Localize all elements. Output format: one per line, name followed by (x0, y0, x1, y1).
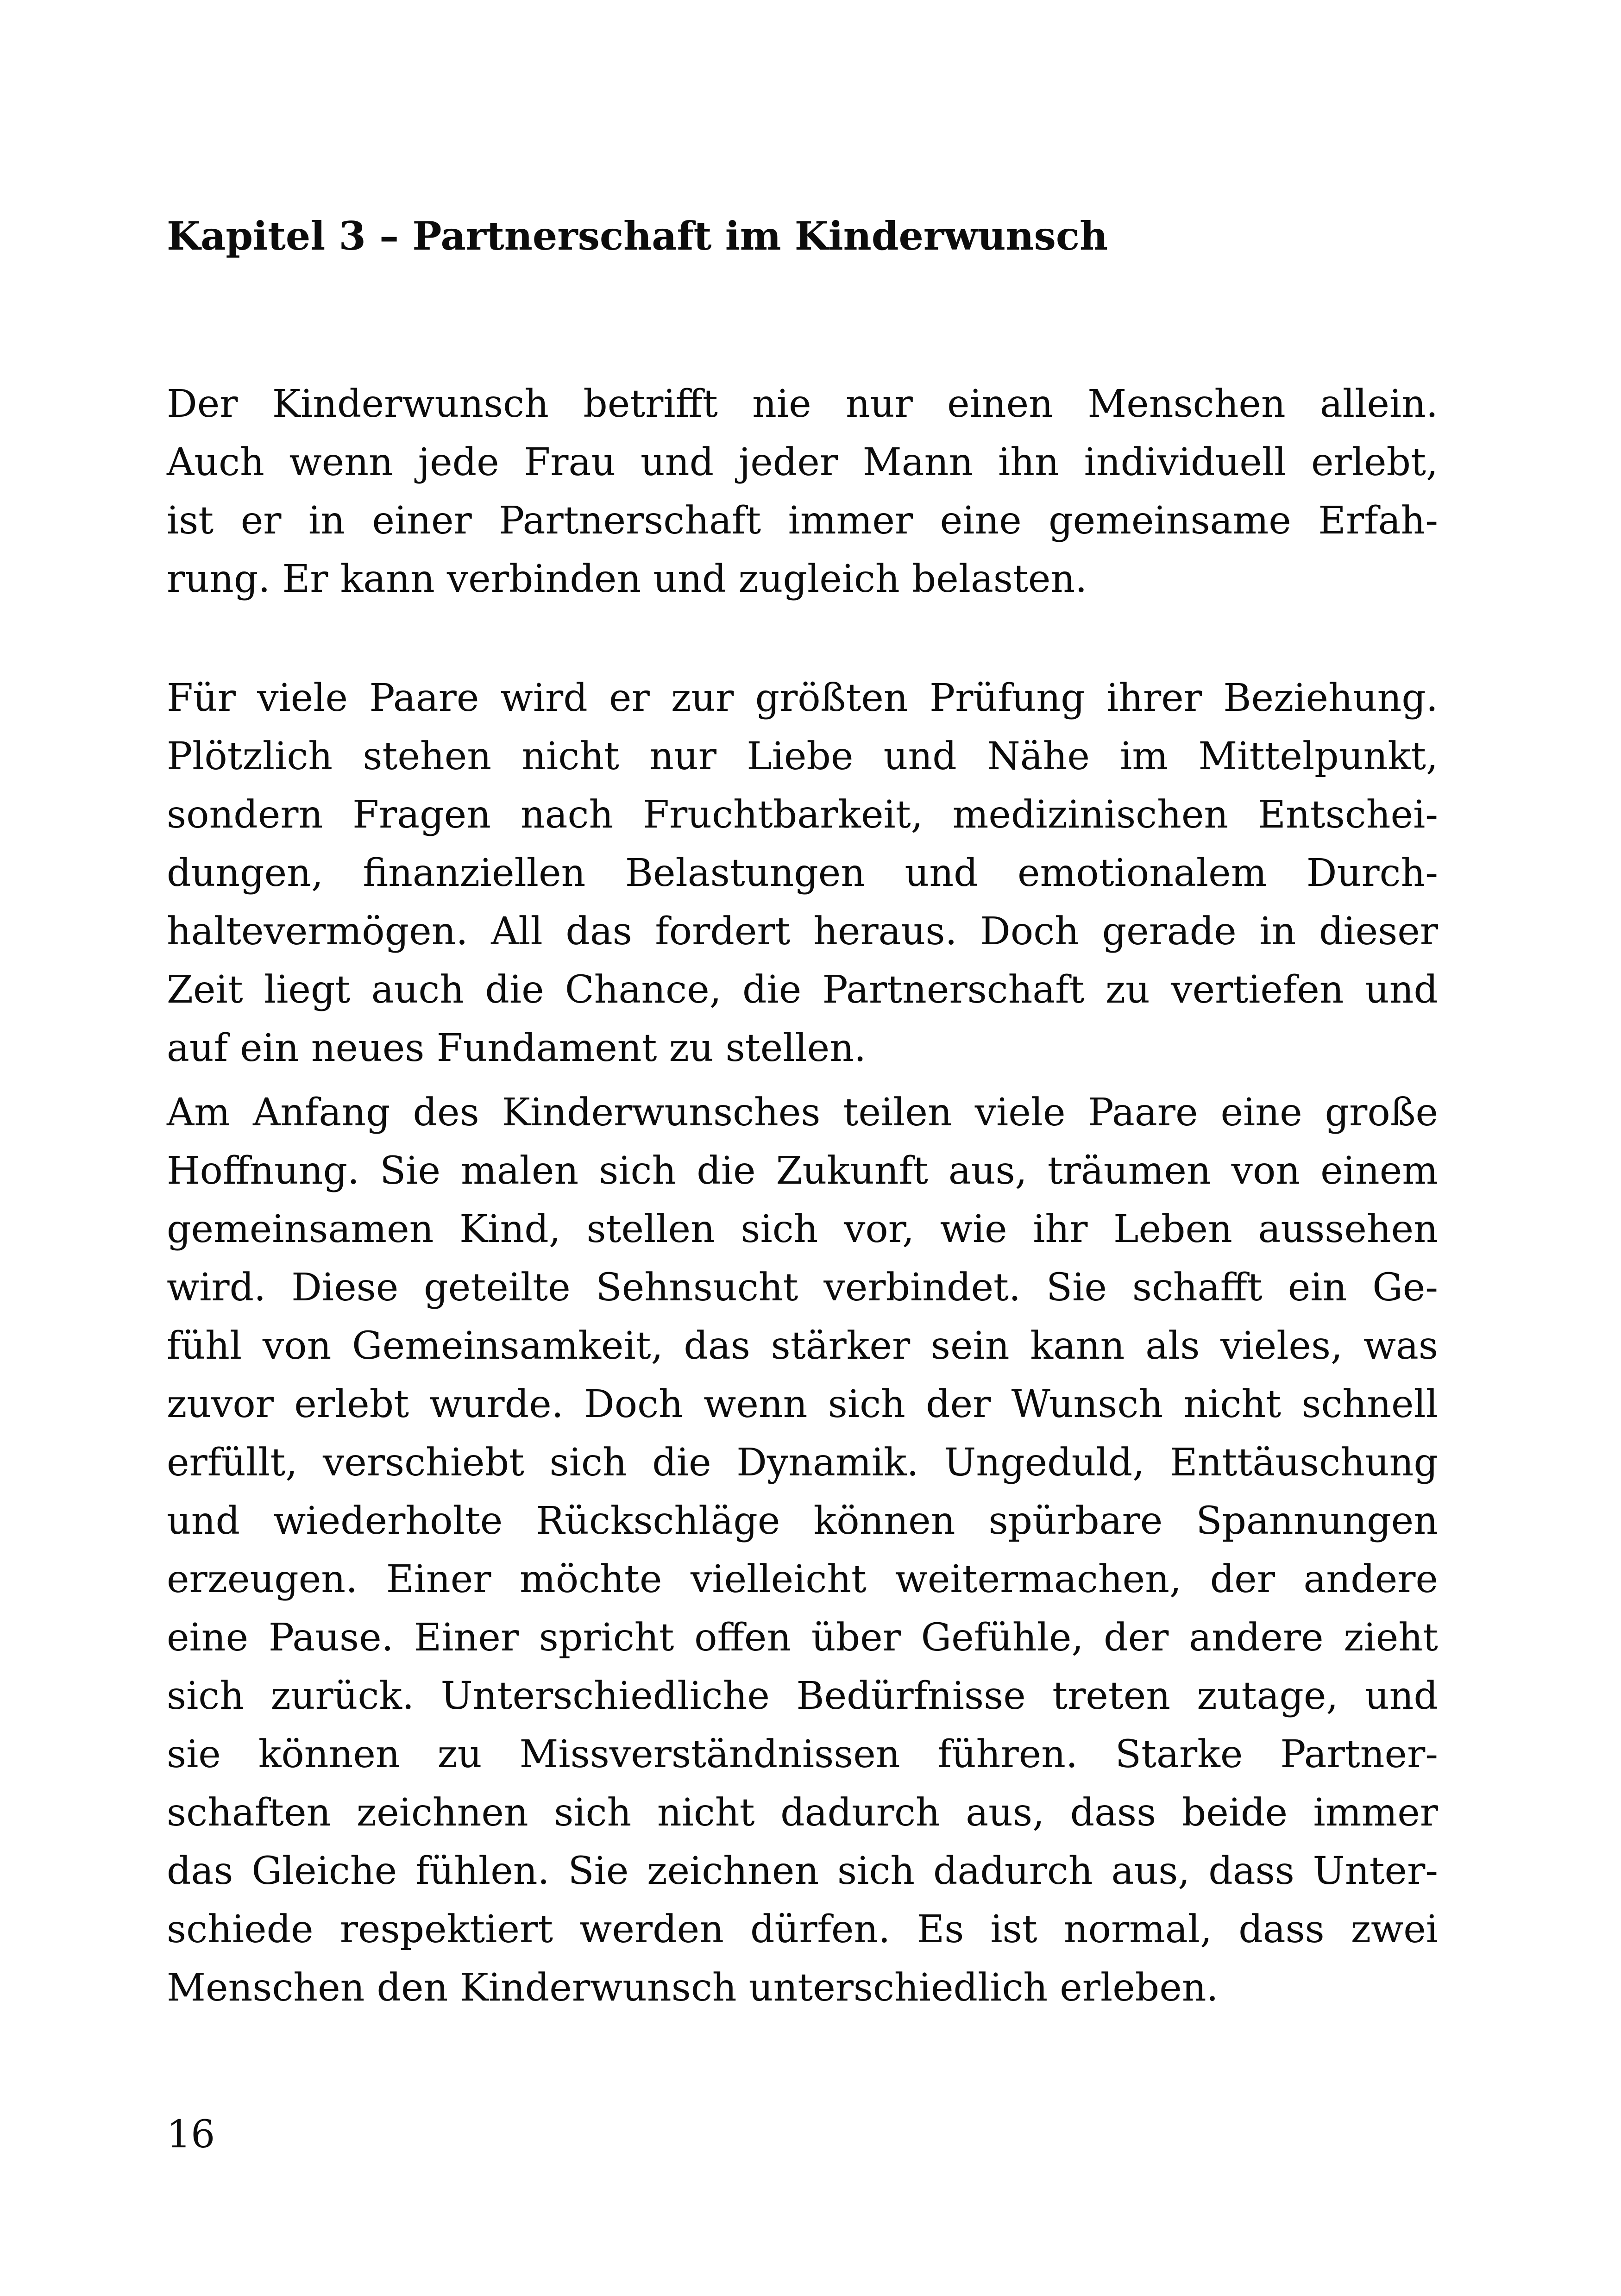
text-line: Zeit liegt auch die Chance, die Partnerschaft zu vertiefen und (167, 968, 1438, 1012)
chapter-title: Kapitel 3 – Partnerschaft im Kinderwunsch (167, 213, 1108, 259)
text-line: wird. Diese geteilte Sehnsucht verbindet. Sie schafft ein Ge- (167, 1266, 1438, 1310)
text-line: Auch wenn jede Frau und jeder Mann ihn individuell erlebt, (167, 440, 1438, 484)
paragraph-2 (167, 669, 1438, 1078)
text-line: Für viele Paare wird er zur größten Prüfung ihrer Beziehung. (167, 676, 1438, 720)
text-line: Der Kinderwunsch betrifft nie nur einen Menschen allein. (167, 382, 1438, 426)
text-line: erfüllt, verschiebt sich die Dynamik. Ungeduld, Enttäuschung (167, 1441, 1438, 1485)
text-line: schaften zeichnen sich nicht dadurch aus, dass beide immer (167, 1791, 1438, 1835)
text-line: Plötzlich stehen nicht nur Liebe und Nähe im Mittelpunkt, (167, 734, 1438, 778)
text-line: sondern Fragen nach Fruchtbarkeit, medizinischen Entschei- (167, 793, 1438, 837)
page-number: 16 (167, 2113, 215, 2157)
text-line: sich zurück. Unterschiedliche Bedürfnisse treten zutage, und (167, 1674, 1438, 1718)
text-line: fühl von Gemeinsamkeit, das stärker sein kann als vieles, was (167, 1324, 1438, 1368)
paragraph-1 (167, 375, 1438, 609)
text-line: ist er in einer Partnerschaft immer eine gemeinsame Erfah- (167, 499, 1438, 543)
text-line: auf ein neues Fundament zu stellen. (167, 1026, 867, 1070)
text-line: sie können zu Missverständnissen führen. Starke Partner- (167, 1732, 1438, 1776)
text-line: erzeugen. Einer möchte vielleicht weitermachen, der andere (167, 1557, 1438, 1601)
text-line: haltevermögen. All das fordert heraus. Doch gerade in dieser (167, 910, 1438, 954)
text-line: dungen, finanziellen Belastungen und emotionalem Durch- (167, 851, 1438, 895)
text-line: eine Pause. Einer spricht offen über Gefühle, der andere zieht (167, 1616, 1438, 1660)
text-line: Am Anfang des Kinderwunsches teilen viele Paare eine große (167, 1091, 1438, 1135)
text-line: Menschen den Kinderwunsch unterschiedlich erleben. (167, 1966, 1219, 2010)
text-line: rung. Er kann verbinden und zugleich belasten. (167, 557, 1087, 601)
text-line: das Gleiche fühlen. Sie zeichnen sich dadurch aus, dass Unter- (167, 1849, 1438, 1893)
text-line: gemeinsamen Kind, stellen sich vor, wie ihr Leben aussehen (167, 1207, 1438, 1251)
text-line: schiede respektiert werden dürfen. Es ist normal, dass zwei (167, 1907, 1438, 1951)
text-line: und wiederholte Rückschläge können spürbare Spannungen (167, 1499, 1438, 1543)
text-line: zuvor erlebt wurde. Doch wenn sich der Wunsch nicht schnell (167, 1382, 1438, 1426)
paragraph-3 (167, 1084, 1438, 2017)
text-line: Hoffnung. Sie malen sich die Zukunft aus, träumen von einem (167, 1149, 1438, 1193)
